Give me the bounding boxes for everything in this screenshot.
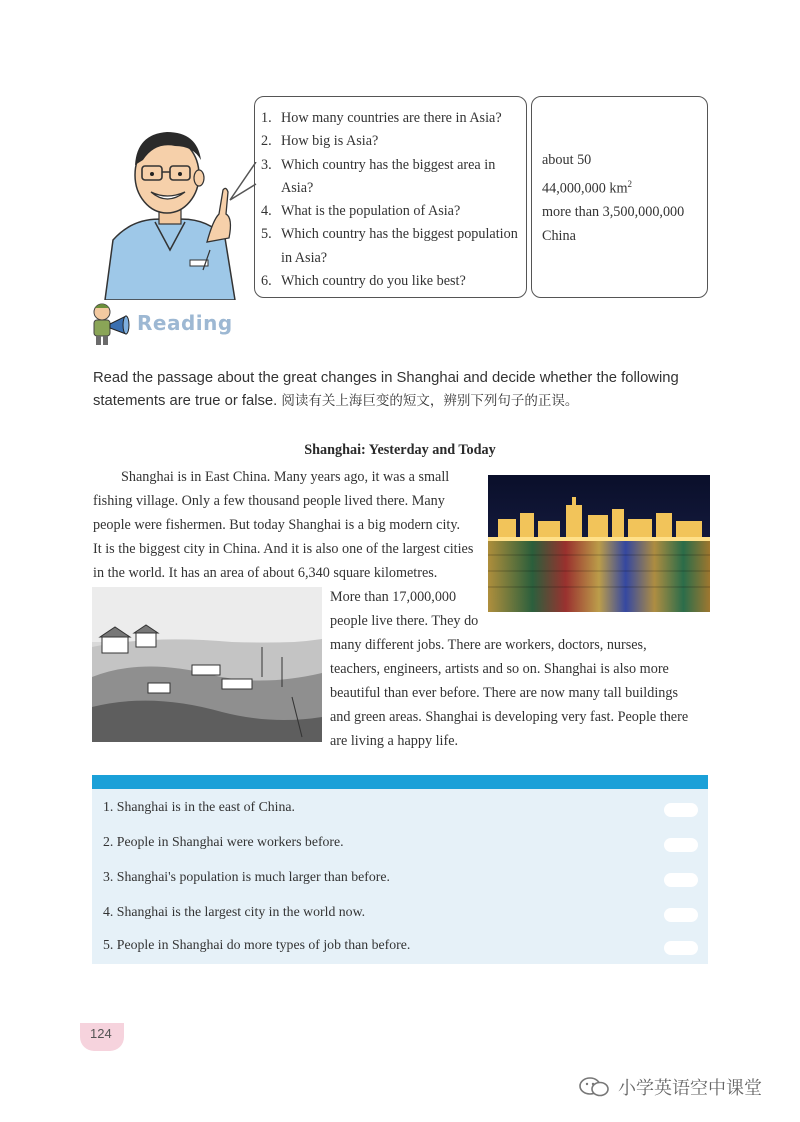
shanghai-night-skyline-photo <box>488 475 710 612</box>
watermark: 小学英语空中课堂 <box>618 1078 762 1099</box>
question-item: 2. How big is Asia? <box>261 133 379 150</box>
passage-line: More than 17,000,000 <box>330 589 457 605</box>
statement-item: 2. People in Shanghai were workers before. <box>103 834 344 849</box>
question-item: 1. How many countries are there in Asia? <box>261 110 502 126</box>
question-item: in Asia? <box>281 249 328 266</box>
passage-line: teachers, engineers, artists and so on. Shanghai is also more <box>330 661 669 677</box>
answer-blank[interactable] <box>664 941 698 955</box>
question-item: 6. Which country do you like best? <box>261 273 466 290</box>
page-number: 124 <box>80 1023 124 1051</box>
statement-item: 4. Shanghai is the largest city in the world now. <box>103 904 366 919</box>
answer-blank[interactable] <box>664 908 698 922</box>
passage-line: It is the biggest city in China. And it is also one of the largest cities <box>93 541 474 557</box>
passage-title: Shanghai: Yesterday and Today <box>304 442 496 458</box>
question-list <box>261 107 518 293</box>
statement-item: 3. Shanghai's population is much larger than before. <box>103 869 390 884</box>
old-fishing-village-sketch <box>92 587 322 742</box>
questions-box <box>254 96 527 298</box>
answer-2: 44,000,000 $km^2$ <box>542 178 633 197</box>
teacher-illustration <box>95 120 245 300</box>
reading-megaphone-icon <box>86 300 134 346</box>
answer-blank[interactable] <box>664 803 698 817</box>
question-item: 4. What is the population of Asia? <box>261 203 461 220</box>
instruction-line-2: statements are true or false. 阅读有关上海巨变的短文，辨别下列句子的正误。 <box>93 393 579 409</box>
passage-line: people live there. They do <box>330 613 479 629</box>
passage-line: fishing village. Only a few thousand people lived there. Many <box>93 493 445 509</box>
answer-1: about 50 <box>542 152 592 168</box>
exercise-header-bar <box>92 775 708 789</box>
passage-line: in the world. It has an area of about 6,340 square kilometres. <box>93 565 438 581</box>
passage-line: many different jobs. There are workers, doctors, nurses, <box>330 637 647 653</box>
question-item: 5. Which country has the biggest population <box>261 226 518 243</box>
statement-item: 5. People in Shanghai do more types of job than before. <box>103 937 411 952</box>
reading-instructions <box>93 367 723 413</box>
passage-line: people were fishermen. But today Shanghai is a big modern city. <box>93 517 461 533</box>
answers-box <box>531 96 708 298</box>
passage-line: are living a happy life. <box>330 733 459 749</box>
statement-item: 1. Shanghai is in the east of China. <box>103 799 295 814</box>
answer-blank[interactable] <box>664 873 698 887</box>
passage-line: beautiful than ever before. There are now many tall buildings <box>330 685 678 701</box>
answer-4: China <box>542 227 576 244</box>
instruction-line-1: Read the passage about the great changes in Shanghai and decide whether the following <box>93 370 679 386</box>
answer-blank[interactable] <box>664 838 698 852</box>
question-item: Asia? <box>281 179 314 196</box>
answer-3: more than 3,500,000,000 <box>542 203 685 220</box>
reading-section-title: Reading <box>137 311 233 335</box>
passage-line: Shanghai is in East China. Many years ago, it was a small <box>121 469 450 485</box>
passage-line: and green areas. Shanghai is developing very fast. People there <box>330 709 689 725</box>
question-item: 3. Which country has the biggest area in <box>261 156 496 173</box>
